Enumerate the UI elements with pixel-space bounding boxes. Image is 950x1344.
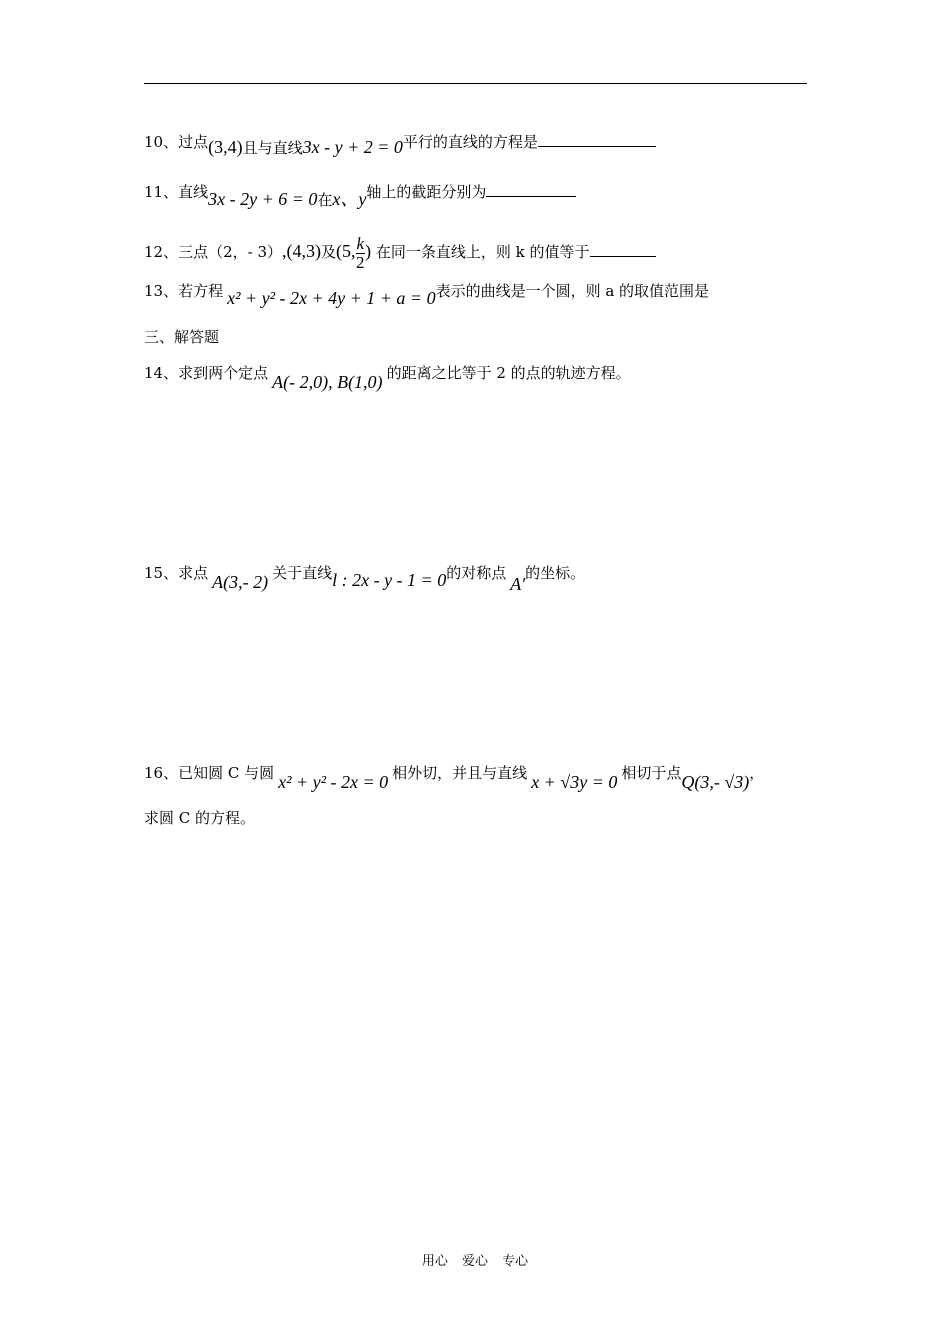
q10-number: 10、过点 xyxy=(144,133,209,151)
q14-points: A(- 2,0), B(1,0) xyxy=(272,372,383,392)
q10-answer-blank xyxy=(538,130,656,147)
q15-reflected-point: A′ xyxy=(510,574,526,594)
q16-circle-eq: x² + y² - 2x = 0 xyxy=(278,772,389,792)
q16-point: Q(3,- √3) xyxy=(681,772,750,792)
q12-tail: 在同一条直线上，则 k 的值等于 xyxy=(375,243,590,261)
q15-line-eq: l : 2x - y - 1 = 0 xyxy=(332,570,447,590)
question-15 xyxy=(144,562,586,594)
question-13 xyxy=(144,280,710,308)
q15-point: A(3,- 2) xyxy=(212,572,269,592)
section-heading: 三、解答题 xyxy=(144,328,220,346)
q12-fraction xyxy=(356,235,366,272)
question-11 xyxy=(144,180,576,209)
q12-point3-open: (5, xyxy=(336,241,356,261)
q12-point3-close: ) xyxy=(365,241,372,261)
question-10 xyxy=(144,130,656,157)
q10-line-eq: 3x - y + 2 = 0 xyxy=(302,137,403,157)
question-12 xyxy=(144,232,656,272)
q15-number: 15、求点 xyxy=(144,564,209,582)
question-16-line2: 求圆 C 的方程。 xyxy=(144,809,256,827)
q15-mid: 关于直线 xyxy=(272,564,333,582)
q12-answer-blank xyxy=(590,240,656,257)
q11-tail: 轴上的截距分别为 xyxy=(366,183,487,201)
q14-tail: 的距离之比等于 2 的点的轨迹方程。 xyxy=(386,364,631,382)
q10-mid: 且与直线 xyxy=(242,139,303,157)
q16-line-eq: x + √3y = 0 xyxy=(531,772,618,792)
q12-and: 及 xyxy=(321,243,337,261)
q11-answer-blank xyxy=(486,180,576,197)
q16-number: 16、已知圆 C 与圆 xyxy=(144,764,275,782)
q16-comma: ， xyxy=(749,764,765,782)
q16-mid2: 相切于点 xyxy=(621,764,682,782)
q11-mid: 在 xyxy=(317,191,333,209)
question-16 xyxy=(144,762,765,792)
q11-number: 11、直线 xyxy=(144,183,209,201)
q11-line-eq: 3x - 2y + 6 = 0 xyxy=(208,189,318,209)
q15-mid2: 的对称点 xyxy=(446,564,507,582)
q11-axes: x、y xyxy=(332,189,367,209)
q16-mid: 相外切，并且与直线 xyxy=(392,764,528,782)
q13-equation: x² + y² - 2x + 4y + 1 + a = 0 xyxy=(227,288,436,308)
q15-tail: 的坐标。 xyxy=(525,564,586,582)
q12-frac-numerator: k xyxy=(356,233,365,253)
q12-frac-denominator: 2 xyxy=(356,252,365,272)
q13-tail: 表示的曲线是一个圆，则 a 的取值范围是 xyxy=(435,282,710,300)
page-footer: 用心 爱心 专心 xyxy=(421,1254,529,1269)
q13-number: 13、若方程 xyxy=(144,282,224,300)
question-14 xyxy=(144,362,631,392)
q14-number: 14、求到两个定点 xyxy=(144,364,269,382)
q12-number: 12、三点（2，- 3） xyxy=(144,243,283,261)
header-rule xyxy=(144,83,807,84)
q10-tail: 平行的直线的方程是 xyxy=(402,133,538,151)
q12-point2: ,(4,3) xyxy=(282,241,322,261)
q10-point: (3,4) xyxy=(208,137,243,157)
